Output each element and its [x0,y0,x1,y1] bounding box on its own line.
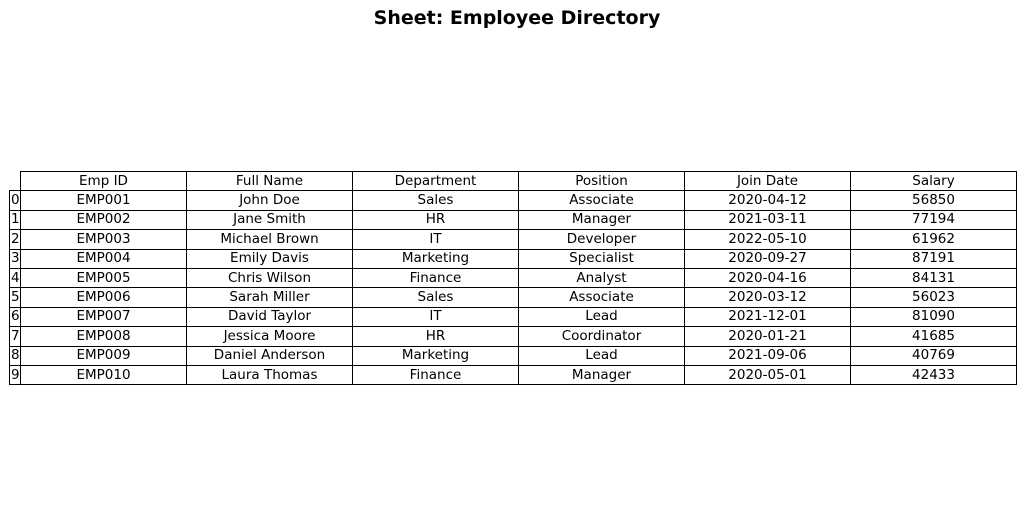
table-cell: 81090 [851,307,1017,326]
table-cell: IT [353,307,519,326]
table-cell: EMP006 [21,288,187,307]
header-row [10,172,1017,191]
table-cell: 2020-09-27 [685,249,851,268]
table-cell: John Doe [187,191,353,210]
table-cell: Laura Thomas [187,365,353,384]
table-cell: Lead [519,307,685,326]
column-header: Full Name [187,172,353,191]
table-cell: EMP005 [21,268,187,287]
table-cell: 77194 [851,210,1017,229]
table-cell: 87191 [851,249,1017,268]
corner-cell [10,172,21,191]
table-cell: EMP003 [21,230,187,249]
table-cell: David Taylor [187,307,353,326]
table-container [9,171,1017,385]
table-cell: HR [353,210,519,229]
table-cell: 2022-05-10 [685,230,851,249]
table-row [10,268,1017,287]
table-cell: 2021-09-06 [685,346,851,365]
table-cell: 2020-04-16 [685,268,851,287]
table-cell: Lead [519,346,685,365]
row-index: 2 [10,230,21,249]
table-cell: Sales [353,288,519,307]
table-cell: EMP004 [21,249,187,268]
table-cell: EMP007 [21,307,187,326]
table-cell: 84131 [851,268,1017,287]
table-cell: 2021-03-11 [685,210,851,229]
table-row [10,307,1017,326]
table-cell: Chris Wilson [187,268,353,287]
table-cell: Daniel Anderson [187,346,353,365]
table-cell: EMP008 [21,327,187,346]
table-cell: 56023 [851,288,1017,307]
row-index: 7 [10,327,21,346]
row-index: 0 [10,191,21,210]
table-cell: 2020-01-21 [685,327,851,346]
row-index: 9 [10,365,21,384]
table-cell: Manager [519,210,685,229]
table-cell: Manager [519,365,685,384]
table-cell: 2020-04-12 [685,191,851,210]
row-index: 5 [10,288,21,307]
row-index: 8 [10,346,21,365]
table-cell: Marketing [353,346,519,365]
table-cell: 40769 [851,346,1017,365]
column-header: Salary [851,172,1017,191]
table-cell: Emily Davis [187,249,353,268]
table-cell: EMP002 [21,210,187,229]
table-cell: 42433 [851,365,1017,384]
table-row [10,191,1017,210]
table-cell: Specialist [519,249,685,268]
table-cell: 61962 [851,230,1017,249]
table-cell: 2021-12-01 [685,307,851,326]
table-row [10,249,1017,268]
sheet-title: Sheet: Employee Directory [373,7,661,29]
column-header: Department [353,172,519,191]
table-cell: EMP001 [21,191,187,210]
table-cell: 2020-05-01 [685,365,851,384]
table-cell: 41685 [851,327,1017,346]
table-cell: Sarah Miller [187,288,353,307]
table-cell: Associate [519,288,685,307]
column-header: Emp ID [21,172,187,191]
table-row [10,230,1017,249]
table-cell: IT [353,230,519,249]
table-cell: HR [353,327,519,346]
table-cell: EMP010 [21,365,187,384]
table-cell: Michael Brown [187,230,353,249]
table-cell: Finance [353,268,519,287]
table-cell: Analyst [519,268,685,287]
table-cell: Coordinator [519,327,685,346]
table-cell: Associate [519,191,685,210]
table-cell: Developer [519,230,685,249]
table-body [10,191,1017,385]
row-index: 1 [10,210,21,229]
table-cell: 2020-03-12 [685,288,851,307]
table-cell: Marketing [353,249,519,268]
row-index: 3 [10,249,21,268]
column-header: Position [519,172,685,191]
table-row [10,210,1017,229]
row-index: 4 [10,268,21,287]
table-cell: Jessica Moore [187,327,353,346]
column-header: Join Date [685,172,851,191]
table-row [10,365,1017,384]
table-row [10,346,1017,365]
table-cell: Jane Smith [187,210,353,229]
table-cell: EMP009 [21,346,187,365]
table-row [10,327,1017,346]
table-cell: 56850 [851,191,1017,210]
table-row [10,288,1017,307]
row-index: 6 [10,307,21,326]
table-cell: Sales [353,191,519,210]
employee-table [9,171,1017,385]
table-cell: Finance [353,365,519,384]
